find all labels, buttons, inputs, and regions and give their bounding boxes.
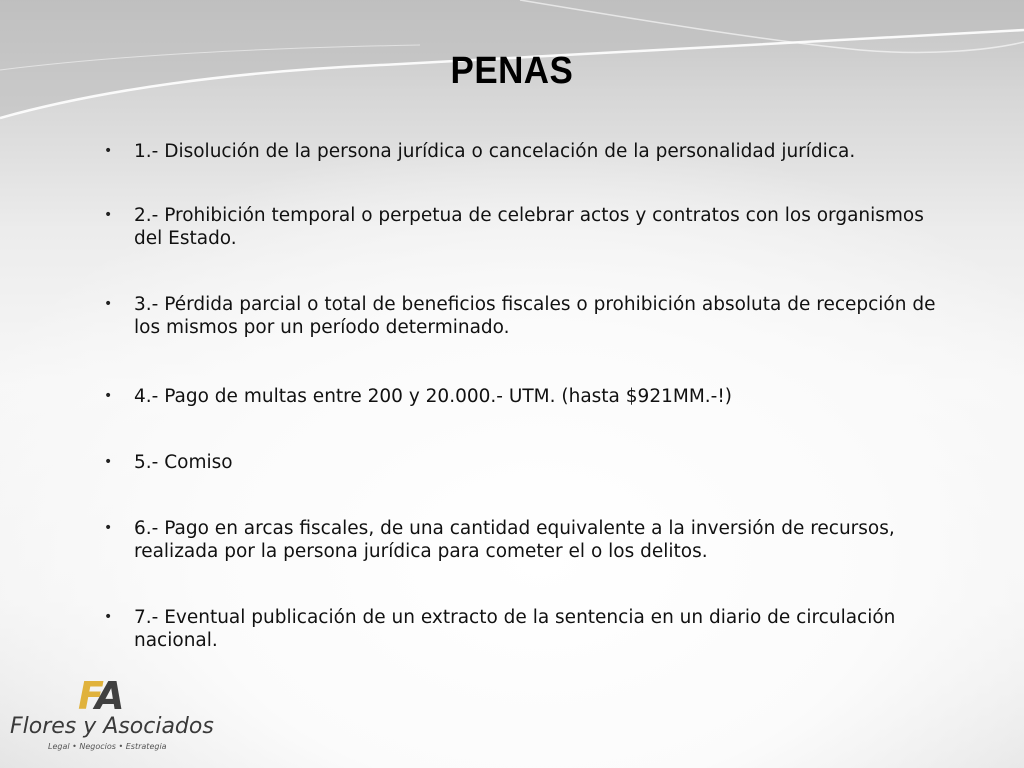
list-item-text: 3.- Pérdida parcial o total de beneficios fiscales o prohibición absoluta de recepción de los mismos por un período determinado. <box>134 294 936 338</box>
bullet-icon: • <box>104 388 113 404</box>
list-item-text: 5.- Comiso <box>134 452 233 473</box>
logo-tagline: Legal • Negocios • Estrategia <box>48 742 167 751</box>
logo-company-name: Flores y Asociados <box>10 714 214 739</box>
list-item <box>104 451 954 474</box>
bullet-icon: • <box>104 143 113 159</box>
list-item <box>104 606 954 652</box>
bullet-icon: • <box>104 520 113 536</box>
company-logo <box>8 674 214 756</box>
list-item <box>104 204 954 250</box>
bullet-icon: • <box>104 207 113 223</box>
bullet-icon: • <box>104 296 113 312</box>
list-item-text: 2.- Prohibición temporal o perpetua de celebrar actos y contratos con los organismos del Estado. <box>134 205 924 249</box>
logo-mark-a: A <box>95 674 121 718</box>
list-item <box>104 140 954 163</box>
list-item <box>104 517 954 563</box>
list-item <box>104 293 954 339</box>
list-item-text: 4.- Pago de multas entre 200 y 20.000.- UTM. (hasta $921MM.-!) <box>134 386 732 407</box>
list-item-text: 7.- Eventual publicación de un extracto de la sentencia en un diario de circulación nacional. <box>134 607 896 651</box>
list-item-text: 6.- Pago en arcas fiscales, de una cantidad equivalente a la inversión de recursos, realizada por la persona jurídica para cometer el o los delitos. <box>134 518 895 562</box>
list-item <box>104 385 954 408</box>
slide-title: PENAS <box>450 50 574 92</box>
bullet-icon: • <box>104 454 113 470</box>
logo-mark <box>78 676 120 716</box>
logo-mark-f: F <box>78 674 96 718</box>
list-item-text: 1.- Disolución de la persona jurídica o cancelación de la personalidad jurídica. <box>134 141 856 162</box>
bullet-icon: • <box>104 609 113 625</box>
